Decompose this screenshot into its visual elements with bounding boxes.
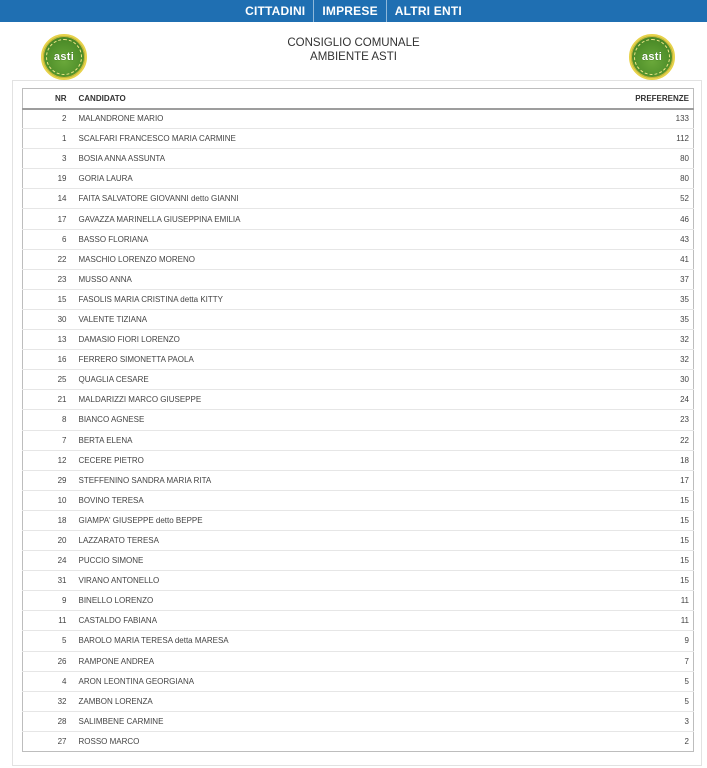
row-candidate-name: SALIMBENE CARMINE [75, 711, 574, 731]
logo-text: asti [641, 51, 663, 63]
row-nr: 30 [23, 309, 75, 329]
row-nr: 15 [23, 289, 75, 309]
row-preferences: 2 [574, 731, 694, 751]
table-row [23, 410, 694, 430]
table-row [23, 229, 694, 249]
row-candidate-name: LAZZARATO TERESA [75, 530, 574, 550]
row-candidate-name: GAVAZZA MARINELLA GIUSEPPINA EMILIA [75, 209, 574, 229]
row-candidate-name: BERTA ELENA [75, 430, 574, 450]
table-row [23, 470, 694, 490]
row-preferences: 5 [574, 691, 694, 711]
row-candidate-name: ZAMBON LORENZA [75, 691, 574, 711]
row-nr: 17 [23, 209, 75, 229]
row-nr: 24 [23, 551, 75, 571]
table-row [23, 671, 694, 691]
table-row [23, 611, 694, 631]
row-preferences: 30 [574, 370, 694, 390]
page-header [0, 22, 707, 82]
table-row [23, 269, 694, 289]
title-line-1: CONSIGLIO COMUNALE [287, 37, 420, 49]
candidates-table [22, 88, 694, 752]
table-row [23, 129, 694, 149]
row-preferences: 15 [574, 510, 694, 530]
row-nr: 2 [23, 109, 75, 129]
row-preferences: 41 [574, 249, 694, 269]
row-nr: 1 [23, 129, 75, 149]
table-row [23, 631, 694, 651]
row-candidate-name: QUAGLIA CESARE [75, 370, 574, 390]
title-line-2: AMBIENTE ASTI [310, 51, 397, 63]
table-row [23, 169, 694, 189]
row-candidate-name: STEFFENINO SANDRA MARIA RITA [75, 470, 574, 490]
row-candidate-name: GORIA LAURA [75, 169, 574, 189]
row-nr: 10 [23, 490, 75, 510]
row-candidate-name: MALANDRONE MARIO [75, 109, 574, 129]
table-row [23, 691, 694, 711]
logo-text: asti [53, 51, 75, 63]
row-nr: 11 [23, 611, 75, 631]
row-preferences: 112 [574, 129, 694, 149]
row-candidate-name: FASOLIS MARIA CRISTINA detta KITTY [75, 289, 574, 309]
table-row [23, 149, 694, 169]
row-candidate-name: MALDARIZZI MARCO GIUSEPPE [75, 390, 574, 410]
table-body [23, 109, 694, 752]
row-preferences: 35 [574, 289, 694, 309]
row-nr: 3 [23, 149, 75, 169]
table-row [23, 309, 694, 329]
row-preferences: 15 [574, 551, 694, 571]
table-row [23, 189, 694, 209]
table-row [23, 330, 694, 350]
row-candidate-name: VIRANO ANTONELLO [75, 571, 574, 591]
row-preferences: 18 [574, 450, 694, 470]
row-preferences: 32 [574, 330, 694, 350]
row-preferences: 15 [574, 530, 694, 550]
table-row [23, 249, 694, 269]
asti-logo-right [629, 34, 675, 80]
row-nr: 12 [23, 450, 75, 470]
row-nr: 23 [23, 269, 75, 289]
table-row [23, 370, 694, 390]
results-panel [12, 80, 702, 766]
row-candidate-name: CECERE PIETRO [75, 450, 574, 470]
row-preferences: 15 [574, 571, 694, 591]
header-preferences: PREFERENZE [574, 89, 694, 109]
table-row [23, 209, 694, 229]
row-candidate-name: SCALFARI FRANCESCO MARIA CARMINE [75, 129, 574, 149]
table-row [23, 109, 694, 129]
row-preferences: 32 [574, 350, 694, 370]
table-row [23, 450, 694, 470]
row-preferences: 3 [574, 711, 694, 731]
row-preferences: 35 [574, 309, 694, 329]
row-preferences: 37 [574, 269, 694, 289]
row-nr: 29 [23, 470, 75, 490]
table-row [23, 430, 694, 450]
page-title [0, 36, 707, 64]
table-row [23, 490, 694, 510]
row-preferences: 80 [574, 169, 694, 189]
row-candidate-name: BIANCO AGNESE [75, 410, 574, 430]
row-preferences: 11 [574, 611, 694, 631]
row-candidate-name: BASSO FLORIANA [75, 229, 574, 249]
row-nr: 18 [23, 510, 75, 530]
nav-altri-enti-link[interactable]: ALTRI ENTI [394, 4, 462, 18]
row-nr: 4 [23, 671, 75, 691]
row-nr: 19 [23, 169, 75, 189]
table-row [23, 350, 694, 370]
row-preferences: 11 [574, 591, 694, 611]
row-candidate-name: ARON LEONTINA GEORGIANA [75, 671, 574, 691]
table-header-row [23, 89, 694, 109]
table-row [23, 711, 694, 731]
row-preferences: 22 [574, 430, 694, 450]
row-nr: 31 [23, 571, 75, 591]
row-nr: 6 [23, 229, 75, 249]
table-row [23, 510, 694, 530]
row-preferences: 80 [574, 149, 694, 169]
row-candidate-name: BOSIA ANNA ASSUNTA [75, 149, 574, 169]
table-row [23, 289, 694, 309]
row-nr: 7 [23, 430, 75, 450]
row-preferences: 24 [574, 390, 694, 410]
row-nr: 27 [23, 731, 75, 751]
row-nr: 20 [23, 530, 75, 550]
row-nr: 16 [23, 350, 75, 370]
row-candidate-name: DAMASIO FIORI LORENZO [75, 330, 574, 350]
row-candidate-name: BOVINO TERESA [75, 490, 574, 510]
row-preferences: 23 [574, 410, 694, 430]
table-row [23, 571, 694, 591]
table-row [23, 651, 694, 671]
row-preferences: 7 [574, 651, 694, 671]
row-candidate-name: GIAMPA' GIUSEPPE detto BEPPE [75, 510, 574, 530]
table-row [23, 731, 694, 751]
row-preferences: 52 [574, 189, 694, 209]
nav-cittadini-link[interactable]: CITTADINI [245, 4, 306, 18]
row-preferences: 46 [574, 209, 694, 229]
row-nr: 13 [23, 330, 75, 350]
row-candidate-name: ROSSO MARCO [75, 731, 574, 751]
row-candidate-name: MUSSO ANNA [75, 269, 574, 289]
row-preferences: 9 [574, 631, 694, 651]
row-nr: 21 [23, 390, 75, 410]
row-candidate-name: FAITA SALVATORE GIOVANNI detto GIANNI [75, 189, 574, 209]
row-preferences: 43 [574, 229, 694, 249]
row-preferences: 5 [574, 671, 694, 691]
table-row [23, 551, 694, 571]
row-preferences: 15 [574, 490, 694, 510]
row-nr: 5 [23, 631, 75, 651]
row-nr: 32 [23, 691, 75, 711]
row-nr: 22 [23, 249, 75, 269]
row-nr: 25 [23, 370, 75, 390]
row-candidate-name: MASCHIO LORENZO MORENO [75, 249, 574, 269]
row-preferences: 17 [574, 470, 694, 490]
row-candidate-name: CASTALDO FABIANA [75, 611, 574, 631]
row-candidate-name: RAMPONE ANDREA [75, 651, 574, 671]
row-nr: 28 [23, 711, 75, 731]
row-nr: 26 [23, 651, 75, 671]
row-candidate-name: FERRERO SIMONETTA PAOLA [75, 350, 574, 370]
row-nr: 9 [23, 591, 75, 611]
table-row [23, 591, 694, 611]
row-preferences: 133 [574, 109, 694, 129]
row-nr: 8 [23, 410, 75, 430]
row-candidate-name: BINELLO LORENZO [75, 591, 574, 611]
top-navigation [0, 0, 707, 22]
row-candidate-name: BAROLO MARIA TERESA detta MARESA [75, 631, 574, 651]
table-row [23, 390, 694, 410]
table-row [23, 530, 694, 550]
header-nr: NR [23, 89, 75, 109]
nav-imprese-link[interactable]: IMPRESE [322, 4, 378, 18]
row-candidate-name: VALENTE TIZIANA [75, 309, 574, 329]
header-candidate: CANDIDATO [75, 89, 574, 109]
row-candidate-name: PUCCIO SIMONE [75, 551, 574, 571]
row-nr: 14 [23, 189, 75, 209]
